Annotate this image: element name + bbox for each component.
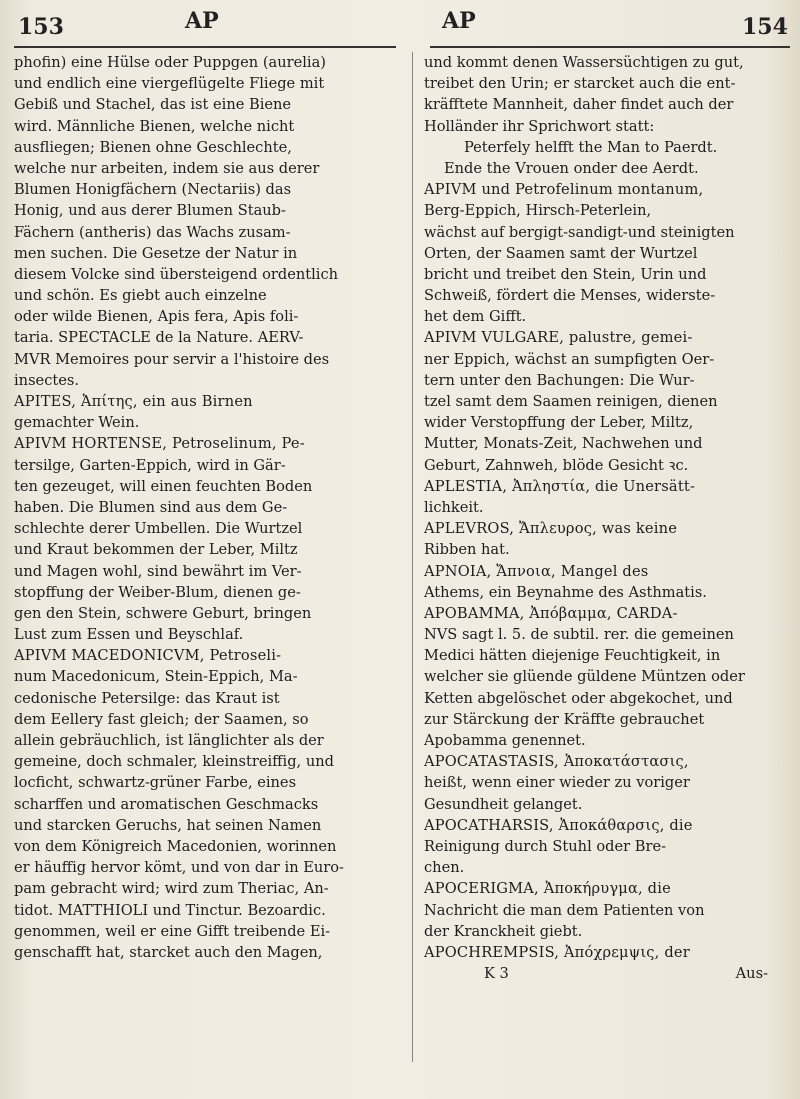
text-line: und endlich eine viergeflügelte Fliege mit (14, 75, 325, 93)
text-line: num Macedonicum, Stein-Eppich, Ma- (14, 668, 298, 686)
page-number-left: 153 (18, 14, 64, 40)
column-divider (412, 52, 413, 1062)
text-line: welche nur arbeiten, indem sie aus derer (14, 159, 320, 177)
running-header (0, 8, 800, 44)
text-line: allein gebräuchlich, ist länglichter als der (14, 732, 324, 749)
text-line: APLEVROS, Ἄπλευρος, was keine (424, 520, 678, 538)
text-line: ner Eppich, wächst an sumpfigten Oer- (424, 350, 715, 368)
text-line: APLESTIA, Ἀπληστία, die Unersätt- (424, 477, 696, 495)
text-line: heißt, wenn einer wieder zu voriger (424, 774, 690, 792)
header-keyword-left: AP (185, 8, 219, 34)
text-line: welcher sie glüende güldene Müntzen oder (424, 668, 745, 686)
text-line: lichkeit. (424, 498, 484, 516)
text-line: stopffung der Weiber-Blum, dienen ge- (14, 583, 301, 601)
text-line: Medici hätten diejenige Feuchtigkeit, in (424, 647, 721, 665)
text-line: Blumen Honigfächern (Nectariis) das (14, 181, 292, 199)
text-line: APOCATHARSIS, Ἀποκάθαρσις, die (424, 816, 693, 834)
text-line: gemachter Wein. (14, 414, 140, 432)
text-line: wider Verstopffung der Leber, Miltz, (424, 414, 694, 432)
text-line: gemeine, doch schmaler, kleinstreiffig, und (14, 753, 334, 771)
text-line: NVS sagt l. 5. de subtil. rer. die gemeinen (424, 626, 734, 644)
text-line: Peterfely helfft the Man to Paerdt. (464, 138, 718, 156)
text-line: scharffen und aromatischen Geschmacks (14, 795, 319, 813)
text-line: genommen, weil er eine Gifft treibende Ei- (14, 922, 331, 940)
text-line: APIVM HORTENSE, Petroselinum, Pe- (14, 435, 305, 453)
text-line: Ende the Vrouen onder dee Aerdt. (444, 159, 699, 177)
text-line: APNOIA, Ἄπνοια, Mangel des (424, 562, 649, 580)
text-line: APOCHREMPSIS, Ἀπόχρεμψις, der (424, 943, 690, 961)
text-line: haben. Die Blumen sind aus dem Ge- (14, 498, 288, 516)
text-line: treibet den Urin; er starcket auch die ent- (424, 75, 736, 93)
text-line: Ketten abgelöschet oder abgekochet, und (424, 689, 733, 707)
text-line: und Magen wohl, sind bewährt im Ver- (14, 562, 302, 580)
text-line: chen. (424, 859, 465, 877)
text-line: APIVM und Petrofelinum montanum, (424, 181, 704, 199)
text-line: locficht, schwartz-grüner Farbe, eines (14, 774, 297, 792)
text-line: tersilge, Garten-Eppich, wird in Gär- (14, 456, 286, 474)
text-line: und kommt denen Wassersüchtigen zu gut, (424, 54, 744, 71)
text-line: men suchen. Die Gesetze der Natur in (14, 244, 298, 262)
text-line: APITES, Ἀπίτης, ein aus Birnen (14, 393, 253, 410)
catchword: Aus- (735, 965, 768, 983)
text-line: Holländer ihr Sprichwort statt: (424, 117, 655, 135)
text-line: und schön. Es giebt auch einzelne (14, 287, 267, 305)
text-line: MVR Memoires pour servir a l'histoire des (14, 350, 330, 368)
text-line: Ribben hat. (424, 541, 510, 559)
text-line: taria. SPECTACLE de la Nature. AERV- (14, 329, 304, 347)
text-line: er häuffig hervor kömt, und von dar in Euro- (14, 859, 344, 877)
text-line: cedonische Petersilge: das Kraut ist (14, 689, 280, 707)
text-line: insectes. (14, 371, 79, 389)
text-line: und Kraut bekommen der Leber, Miltz (14, 541, 298, 559)
text-line: Gebiß und Stachel, das ist eine Biene (14, 96, 292, 114)
header-rule-right (430, 46, 790, 48)
right-column (424, 52, 788, 984)
text-line: tidot. MATTHIOLI und Tinctur. Bezoardic. (14, 901, 326, 919)
text-line: Reinigung durch Stuhl oder Bre- (424, 837, 667, 855)
text-line: Geburt, Zahnweh, blöde Gesicht ꝛc. (424, 456, 689, 474)
text-line: pam gebracht wird; wird zum Theriac, An- (14, 880, 329, 898)
text-line: zur Stärckung der Kräffte gebrauchet (424, 710, 705, 728)
text-line: schlechte derer Umbellen. Die Wurtzel (14, 520, 303, 538)
header-rule-left (14, 46, 396, 48)
text-line: Honig, und aus derer Blumen Staub- (14, 202, 286, 220)
text-line: tzel samt dem Saamen reinigen, dienen (424, 393, 718, 410)
text-line: APIVM VULGARE, palustre, gemei- (424, 329, 693, 347)
text-line: genschafft hat, starcket auch den Magen, (14, 943, 323, 961)
text-line: von dem Königreich Macedonien, worinnen (14, 837, 337, 855)
text-line: bricht und treibet den Stein, Urin und (424, 265, 707, 283)
text-line: APIVM MACEDONICVM, Petroseli- (14, 647, 282, 665)
text-line: dem Eellery fast gleich; der Saamen, so (14, 710, 309, 728)
left-column (14, 52, 402, 963)
header-keyword-right: AP (442, 8, 476, 34)
page-number-right: 154 (742, 14, 788, 40)
text-line: ausfliegen; Bienen ohne Geschlechte, (14, 138, 292, 156)
signature-mark: K 3 (484, 965, 509, 983)
text-line: oder wilde Bienen, Apis fera, Apis foli- (14, 308, 299, 326)
text-line: APOCERIGMA, Ἀποκήρυγμα, die (424, 880, 671, 898)
text-line: het dem Gifft. (424, 308, 527, 326)
text-line: ten gezeuget, will einen feuchten Boden (14, 477, 313, 495)
text-line: Fächern (antheris) das Wachs zusam- (14, 223, 291, 241)
text-line: wird. Männliche Bienen, welche nicht (14, 117, 295, 135)
text-line: Berg-Eppich, Hirsch-Peterlein, (424, 202, 652, 220)
text-line: Athems, ein Beynahme des Asthmatis. (424, 583, 707, 601)
text-line: der Kranckheit giebt. (424, 922, 583, 940)
text-line: gen den Stein, schwere Geburt, bringen (14, 604, 312, 622)
text-line: Schweiß, fördert die Menses, widerste- (424, 287, 716, 305)
text-line: und starcken Geruchs, hat seinen Namen (14, 816, 322, 834)
text-line: phofin) eine Hülse oder Puppgen (aurelia) (14, 54, 326, 71)
text-line: Orten, der Saamen samt der Wurtzel (424, 244, 698, 262)
text-line: Mutter, Monats-Zeit, Nachwehen und (424, 435, 703, 453)
text-line: APOCATASTASIS, Ἀποκατάστασις, (424, 753, 689, 771)
text-line: Lust zum Essen und Beyschlaf. (14, 626, 244, 644)
text-line: tern unter den Bachungen: Die Wur- (424, 371, 695, 389)
text-line: wächst auf bergigt-sandigt-und steinigten (424, 223, 735, 241)
text-line: Gesundheit gelanget. (424, 795, 583, 813)
page-footer (424, 963, 788, 984)
text-line: kräfftete Mannheit, daher findet auch der (424, 96, 734, 114)
text-line: diesem Volcke sind übersteigend ordentlich (14, 265, 339, 283)
text-line: Apobamma genennet. (424, 732, 586, 749)
text-line: Nachricht die man dem Patienten von (424, 901, 705, 919)
text-line: APOBAMMA, Ἀπόβαμμα, CARDA- (424, 604, 678, 622)
